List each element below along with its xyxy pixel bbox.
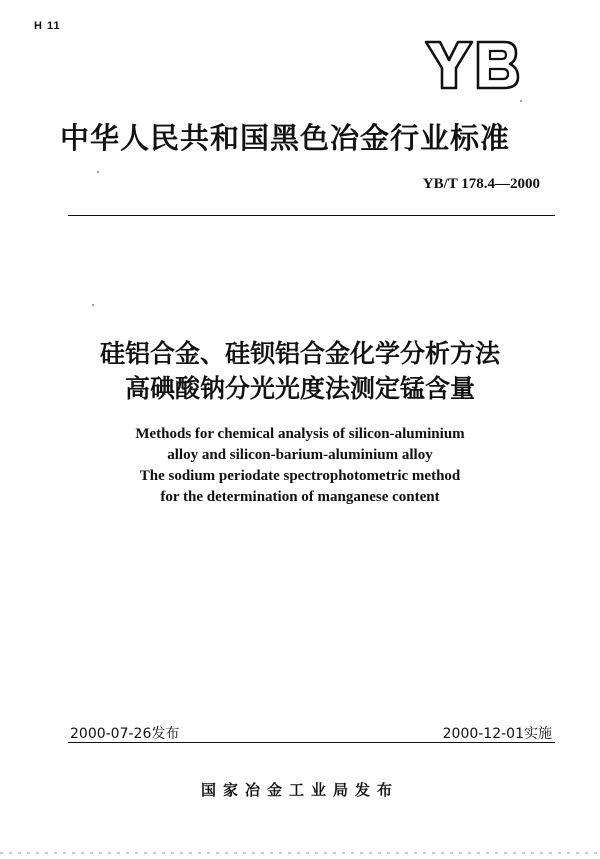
english-title-line-1: Methods for chemical analysis of silicon-aluminium <box>135 426 465 442</box>
footer-divider <box>68 742 555 743</box>
chinese-title-line-2: 高碘酸钠分光光度法测定锰含量 <box>124 374 475 403</box>
english-title-line-4: for the determination of manganese content <box>160 489 440 505</box>
issue-date: 2000-07-26发布 <box>70 726 180 742</box>
scan-speck <box>520 100 522 102</box>
yb-logo <box>424 40 520 90</box>
english-title-line-2: alloy and silicon-barium-aluminium alloy <box>167 447 433 463</box>
chinese-title-line-1: 硅铝合金、硅钡铝合金化学分析方法 <box>99 339 500 368</box>
implementation-date: 2000-12-01实施 <box>442 726 552 742</box>
classification-code: H 11 <box>34 20 61 32</box>
english-title-line-3: The sodium periodate spectrophotometric method <box>139 468 461 484</box>
scan-edge-artifact <box>0 852 600 854</box>
publisher: 国家冶金工业局发布 <box>200 781 399 799</box>
scan-speck <box>97 171 99 173</box>
header-divider <box>68 215 555 216</box>
standard-number: YB/T 178.4—2000 <box>422 176 540 192</box>
scan-speck <box>92 304 94 306</box>
org-title: 中华人民共和国黑色冶金行业标准 <box>60 121 511 155</box>
